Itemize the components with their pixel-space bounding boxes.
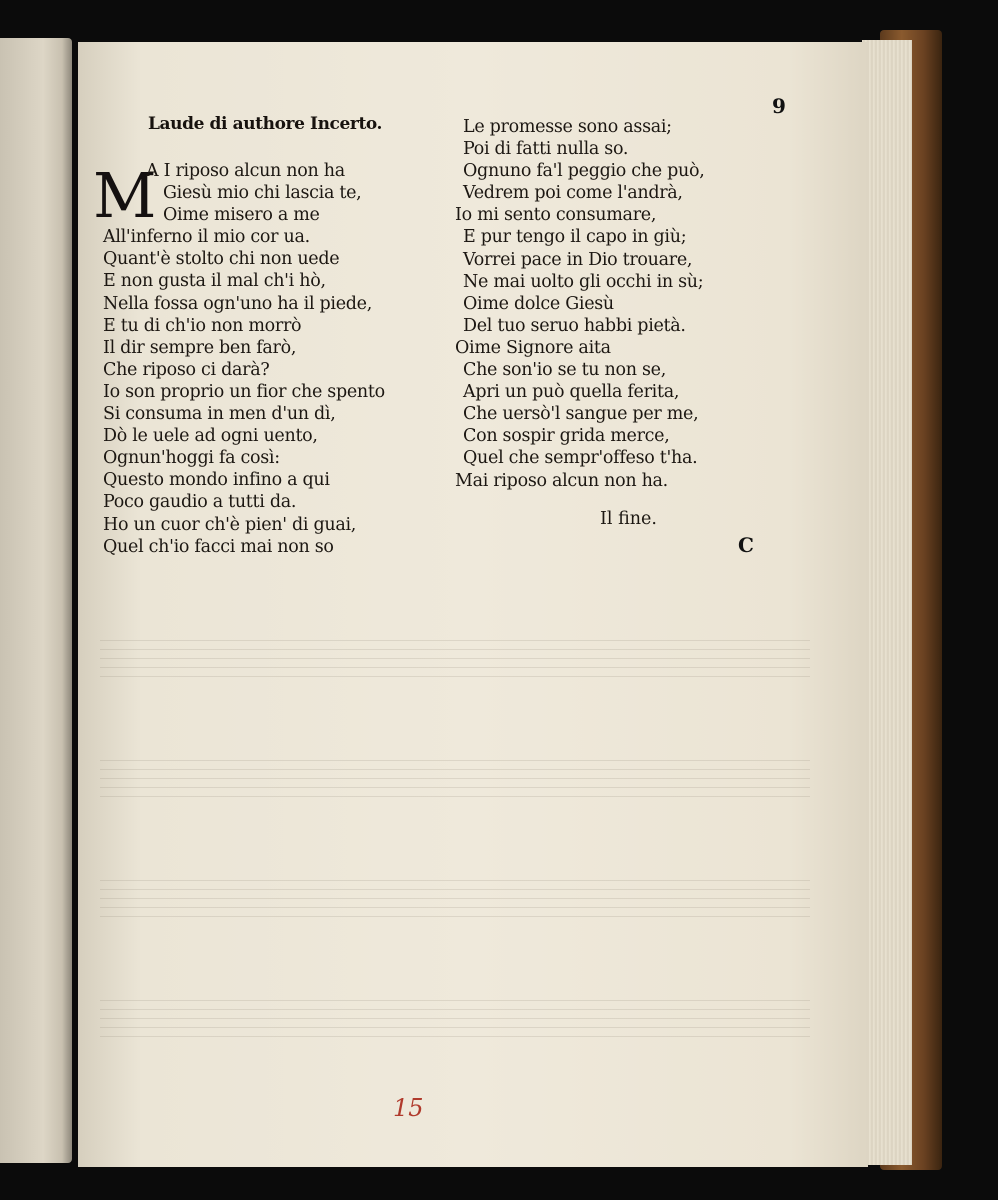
verse-line: Ognuno fa'l peggio che può, [463, 161, 705, 182]
verse-line: Oime Signore aita [455, 337, 611, 358]
verse-line: Vedrem poi come l'andrà, [463, 183, 683, 204]
show-through-staff [100, 640, 810, 682]
verse-line: Io mi sento consumare, [455, 205, 657, 226]
verse-line: Io son proprio un fior che spento [103, 381, 385, 402]
page-block-edge [862, 40, 912, 1165]
verse-line: Nella fossa ogn'uno ha il piede, [103, 293, 372, 314]
poem-column-right [455, 116, 704, 492]
verse-line: Dò le uele ad ogni uento, [103, 426, 318, 447]
verse-line: Mai riposo alcun non ha. [455, 470, 668, 491]
verse-line: Che son'io se tu non se, [463, 360, 666, 381]
verse-line: E pur tengo il capo in giù; [463, 227, 687, 248]
verse-line: Le promesse sono assai; [463, 117, 672, 137]
verse-line: E tu di ch'io non morrò [103, 315, 302, 336]
verse-line: Oime dolce Giesù [463, 293, 614, 314]
handwritten-folio-number: 15 [393, 1094, 424, 1122]
verse-line: A I riposo alcun non ha [146, 161, 345, 181]
verse-line: Si consuma in men d'un dì, [103, 404, 336, 425]
show-through-staff [100, 880, 810, 922]
signature-mark: C [738, 533, 754, 557]
verse-line: Del tuo seruo habbi pietà. [463, 315, 686, 336]
end-mark: Il fine. [600, 509, 657, 529]
running-head: Laude di authore Incerto. [148, 114, 383, 134]
verse-line: Giesù mio chi lascia te, [163, 183, 362, 204]
verse-line: Ognun'hoggi fa così: [103, 448, 280, 469]
verse-line: All'inferno il mio cor ua. [103, 227, 310, 248]
verse-line: Questo mondo infino a qui [103, 470, 330, 491]
verse-line: Il dir sempre ben farò, [103, 337, 297, 358]
show-through-staff [100, 1000, 810, 1042]
verse-line: Quel ch'io facci mai non so [103, 536, 334, 557]
verse-line: Quant'è stolto chi non uede [103, 249, 340, 270]
verse-line: Che riposo ci darà? [103, 359, 270, 380]
verse-line: Ho un cuor ch'è pien' di guai, [103, 514, 357, 535]
verse-line: Con sospir grida merce, [463, 426, 670, 447]
verse-line: E non gusta il mal ch'i hò, [103, 271, 326, 292]
page-number: 9 [772, 94, 786, 118]
poem-column-left [103, 160, 385, 558]
drop-capital: M [93, 159, 157, 232]
verse-line: Vorrei pace in Dio trouare, [463, 249, 693, 270]
verse-line: Quel che sempr'offeso t'ha. [463, 448, 698, 469]
verse-line: Che uersò'l sangue per me, [463, 404, 699, 425]
previous-page-edge [0, 38, 72, 1163]
verse-line: Oime misero a me [163, 205, 320, 226]
verse-line: Ne mai uolto gli occhi in sù; [463, 271, 704, 292]
verse-line: Poco gaudio a tutti da. [103, 492, 297, 513]
verse-line: Apri un può quella ferita, [463, 382, 680, 403]
show-through-staff [100, 760, 810, 802]
verse-line: Poi di fatti nulla so. [463, 139, 629, 160]
